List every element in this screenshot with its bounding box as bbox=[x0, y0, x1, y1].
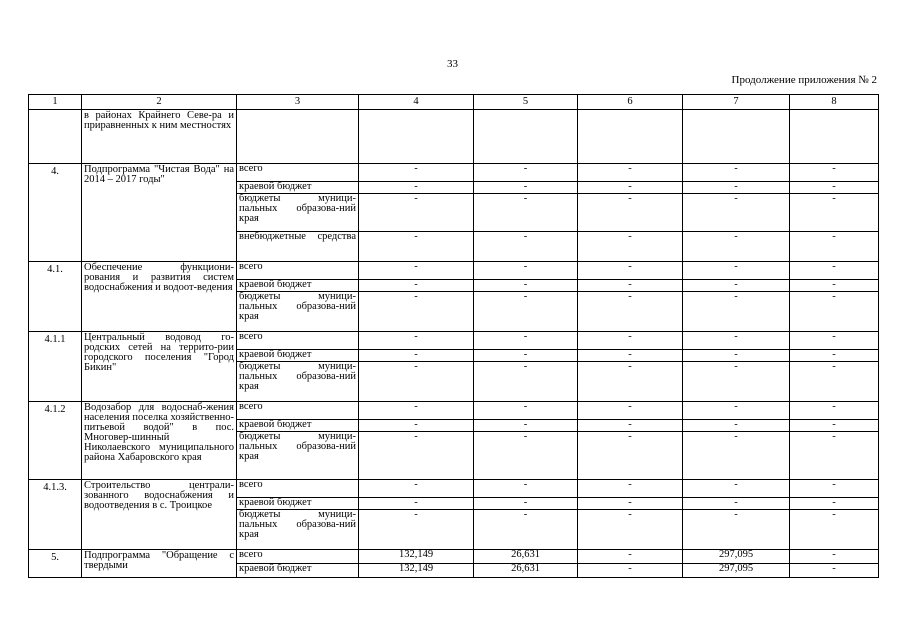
value-cell: - bbox=[578, 350, 683, 362]
funding-source: краевой бюджет bbox=[237, 182, 359, 194]
funding-source: краевой бюджет bbox=[237, 564, 359, 578]
value-cell: - bbox=[683, 164, 790, 182]
value-cell: - bbox=[359, 480, 474, 498]
value-cell: - bbox=[578, 262, 683, 280]
value-cell: - bbox=[359, 292, 474, 332]
item-code bbox=[29, 110, 82, 164]
column-header: 5 bbox=[474, 95, 578, 110]
value-cell: - bbox=[359, 350, 474, 362]
table-row bbox=[29, 332, 879, 350]
value-cell: - bbox=[359, 194, 474, 232]
value-cell: - bbox=[359, 498, 474, 510]
value-cell: - bbox=[683, 280, 790, 292]
value-cell: - bbox=[683, 194, 790, 232]
funding-source: бюджеты муници-пальных образова-ний края bbox=[237, 292, 359, 332]
value-cell: - bbox=[683, 182, 790, 194]
funding-source: краевой бюджет bbox=[237, 280, 359, 292]
value-cell: - bbox=[578, 480, 683, 498]
value-cell: - bbox=[359, 280, 474, 292]
value-cell: - bbox=[474, 332, 578, 350]
value-cell: - bbox=[359, 232, 474, 262]
value-cell: - bbox=[578, 164, 683, 182]
value-cell: - bbox=[790, 232, 879, 262]
value-cell: - bbox=[790, 350, 879, 362]
value-cell: 26,631 bbox=[474, 550, 578, 564]
value-cell: - bbox=[790, 332, 879, 350]
value-cell: - bbox=[474, 232, 578, 262]
value-cell: - bbox=[359, 262, 474, 280]
value-cell: - bbox=[790, 510, 879, 550]
item-code: 4. bbox=[29, 164, 82, 262]
value-cell: - bbox=[474, 280, 578, 292]
column-header: 3 bbox=[237, 95, 359, 110]
column-header: 4 bbox=[359, 95, 474, 110]
value-cell: - bbox=[683, 262, 790, 280]
value-cell: - bbox=[474, 510, 578, 550]
item-name: Строительство централи-зованного водоснабжения и водоотведения в с. Троицкое bbox=[82, 480, 237, 550]
value-cell: - bbox=[790, 498, 879, 510]
value-cell: - bbox=[578, 232, 683, 262]
funding-source: всего bbox=[237, 480, 359, 498]
value-cell: - bbox=[359, 510, 474, 550]
value-cell: - bbox=[683, 232, 790, 262]
value-cell: - bbox=[474, 182, 578, 194]
funding-source: всего bbox=[237, 164, 359, 182]
funding-source: внебюджетные средства bbox=[237, 232, 359, 262]
value-cell: - bbox=[790, 564, 879, 578]
item-name: Центральный водовод го-родских сетей на террито-рии городского поселения "Город Бикин" bbox=[82, 332, 237, 402]
value-cell: 132,149 bbox=[359, 564, 474, 578]
value-cell: - bbox=[790, 420, 879, 432]
value-cell: - bbox=[578, 194, 683, 232]
item-name: в районах Крайнего Севе-ра и приравненных к ним местностях bbox=[82, 110, 237, 164]
funding-source: бюджеты муници-пальных образова-ний края bbox=[237, 432, 359, 480]
item-code: 4.1.3. bbox=[29, 480, 82, 550]
value-cell: - bbox=[790, 182, 879, 194]
value-cell: - bbox=[578, 292, 683, 332]
value-cell: - bbox=[474, 262, 578, 280]
table-row bbox=[29, 550, 879, 564]
value-cell: - bbox=[683, 498, 790, 510]
value-cell: - bbox=[790, 432, 879, 480]
value-cell: 297,095 bbox=[683, 564, 790, 578]
funding-source bbox=[237, 110, 359, 164]
value-cell bbox=[683, 110, 790, 164]
value-cell bbox=[359, 110, 474, 164]
value-cell: - bbox=[578, 550, 683, 564]
value-cell: - bbox=[474, 292, 578, 332]
item-code: 4.1.1 bbox=[29, 332, 82, 402]
value-cell: - bbox=[474, 480, 578, 498]
item-name: Подпрограмма "Чистая Вода" на 2014 – 2017 годы" bbox=[82, 164, 237, 262]
value-cell: - bbox=[790, 292, 879, 332]
item-code: 4.1.2 bbox=[29, 402, 82, 480]
value-cell: - bbox=[474, 350, 578, 362]
item-code: 5. bbox=[29, 550, 82, 578]
item-name: Водозабор для водоснаб-жения населения поселка хозяйственно-питьевой водой" в пос. Многовер-шинный Николаевского муниципального района Хабаровского края bbox=[82, 402, 237, 480]
value-cell: - bbox=[790, 164, 879, 182]
column-header: 1 bbox=[29, 95, 82, 110]
value-cell: - bbox=[359, 402, 474, 420]
value-cell: - bbox=[474, 498, 578, 510]
funding-source: краевой бюджет bbox=[237, 350, 359, 362]
value-cell: - bbox=[474, 402, 578, 420]
value-cell: 297,095 bbox=[683, 550, 790, 564]
value-cell: - bbox=[359, 432, 474, 480]
column-header: 7 bbox=[683, 95, 790, 110]
value-cell: - bbox=[359, 420, 474, 432]
value-cell: - bbox=[578, 182, 683, 194]
funding-source: всего bbox=[237, 262, 359, 280]
page-number: 33 bbox=[447, 58, 458, 70]
value-cell: - bbox=[683, 480, 790, 498]
value-cell: - bbox=[683, 332, 790, 350]
value-cell: - bbox=[578, 564, 683, 578]
funding-source: бюджеты муници-пальных образова-ний края bbox=[237, 362, 359, 402]
value-cell: - bbox=[790, 480, 879, 498]
funding-source: всего bbox=[237, 550, 359, 564]
value-cell: - bbox=[790, 402, 879, 420]
value-cell: - bbox=[474, 194, 578, 232]
table-row bbox=[29, 262, 879, 280]
value-cell bbox=[474, 110, 578, 164]
value-cell: - bbox=[578, 280, 683, 292]
value-cell: - bbox=[474, 432, 578, 480]
column-header: 8 bbox=[790, 95, 879, 110]
value-cell: - bbox=[474, 362, 578, 402]
value-cell: 26,631 bbox=[474, 564, 578, 578]
header-row bbox=[29, 95, 879, 110]
value-cell: - bbox=[683, 292, 790, 332]
value-cell: - bbox=[578, 420, 683, 432]
value-cell: - bbox=[359, 182, 474, 194]
table-row bbox=[29, 402, 879, 420]
value-cell: 132,149 bbox=[359, 550, 474, 564]
value-cell: - bbox=[683, 362, 790, 402]
value-cell: - bbox=[359, 332, 474, 350]
value-cell: - bbox=[683, 420, 790, 432]
value-cell: - bbox=[474, 164, 578, 182]
funding-source: краевой бюджет bbox=[237, 420, 359, 432]
funding-source: бюджеты муници-пальных образова-ний края bbox=[237, 194, 359, 232]
appendix-caption: Продолжение приложения № 2 bbox=[731, 74, 877, 86]
column-header: 2 bbox=[82, 95, 237, 110]
column-header: 6 bbox=[578, 95, 683, 110]
value-cell: - bbox=[578, 498, 683, 510]
value-cell: - bbox=[683, 432, 790, 480]
value-cell: - bbox=[790, 280, 879, 292]
table-row bbox=[29, 480, 879, 498]
funding-source: краевой бюджет bbox=[237, 498, 359, 510]
value-cell: - bbox=[578, 362, 683, 402]
value-cell: - bbox=[790, 362, 879, 402]
funding-source: всего bbox=[237, 402, 359, 420]
value-cell: - bbox=[578, 402, 683, 420]
value-cell: - bbox=[578, 432, 683, 480]
value-cell: - bbox=[578, 332, 683, 350]
value-cell: - bbox=[683, 510, 790, 550]
item-code: 4.1. bbox=[29, 262, 82, 332]
value-cell: - bbox=[790, 194, 879, 232]
value-cell: - bbox=[790, 550, 879, 564]
value-cell: - bbox=[790, 262, 879, 280]
funding-source: бюджеты муници-пальных образова-ний края bbox=[237, 510, 359, 550]
value-cell bbox=[578, 110, 683, 164]
item-name: Обеспечение функциони-рования и развития систем водоснабжения и водоот-ведения bbox=[82, 262, 237, 332]
funding-source: всего bbox=[237, 332, 359, 350]
value-cell: - bbox=[474, 420, 578, 432]
item-name: Подпрограмма "Обращение с твердыми bbox=[82, 550, 237, 578]
table-row bbox=[29, 164, 879, 182]
value-cell: - bbox=[683, 350, 790, 362]
value-cell: - bbox=[359, 164, 474, 182]
value-cell: - bbox=[578, 510, 683, 550]
value-cell: - bbox=[683, 402, 790, 420]
budget-table bbox=[28, 94, 879, 578]
table-row bbox=[29, 110, 879, 164]
value-cell bbox=[790, 110, 879, 164]
value-cell: - bbox=[359, 362, 474, 402]
